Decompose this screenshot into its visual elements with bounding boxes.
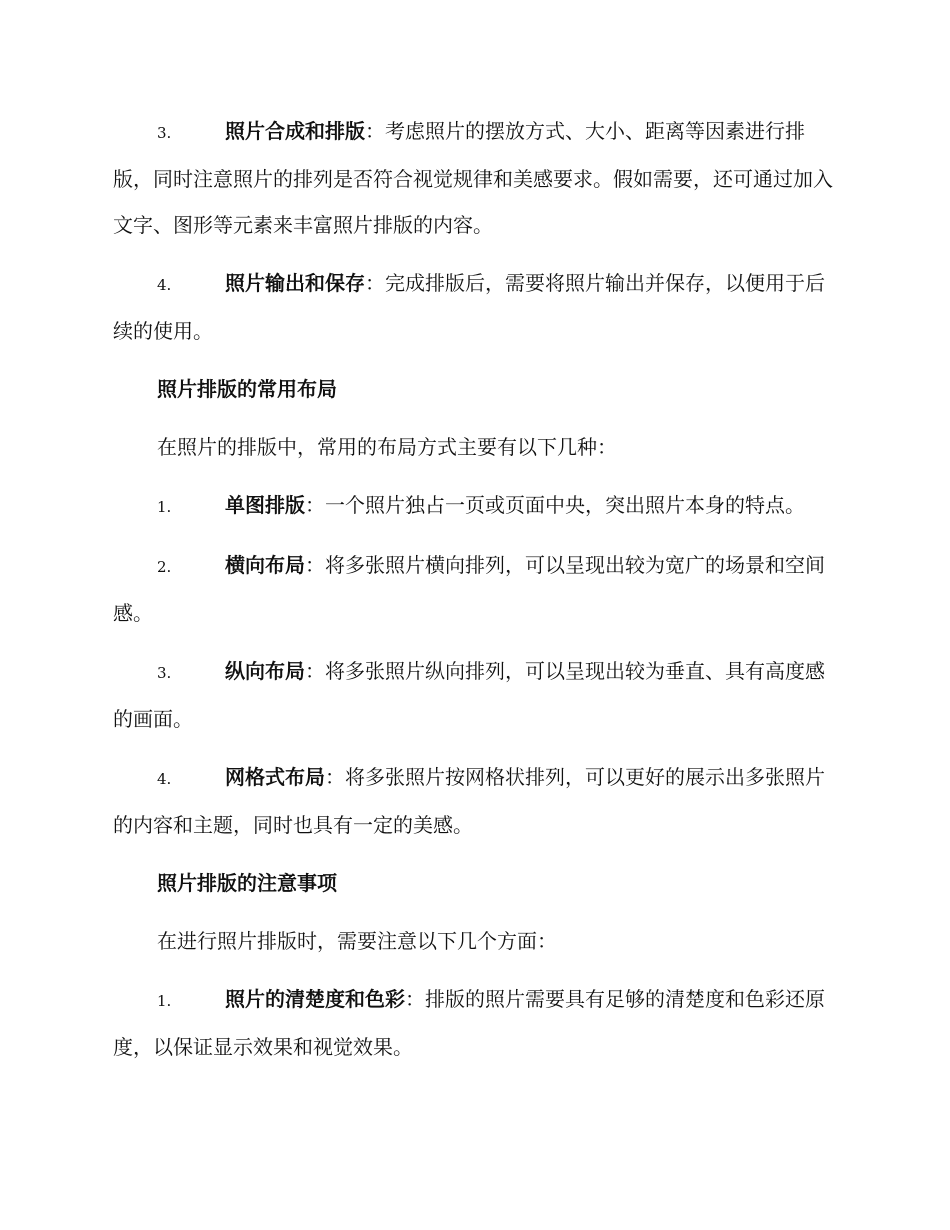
list-text: ：将多张照片纵向排列，可以呈现出较为垂直、具有高度感的画面。 — [113, 659, 825, 731]
list-item — [113, 648, 833, 742]
section-intro-layouts: 在照片的排版中，常用的布局方式主要有以下几种： — [157, 435, 617, 459]
list-text: ：完成排版后，需要将照片输出并保存，以便用于后续的使用。 — [113, 271, 825, 343]
list-number: 2. — [157, 558, 172, 576]
list-term: 照片输出和保存 — [225, 271, 365, 295]
list-item — [113, 754, 833, 848]
list-text: ：排版的照片需要具有足够的清楚度和色彩还原度，以保证显示效果和视觉效果。 — [113, 987, 825, 1059]
list-text: ：将多张照片按网格状排列，可以更好的展示出多张照片的内容和主题，同时也具有一定的美感。 — [113, 765, 825, 837]
section-intro-notes: 在进行照片排版时，需要注意以下几个方面： — [157, 929, 557, 953]
list-text: ：一个照片独占一页或页面中央，突出照片本身的特点。 — [305, 493, 805, 517]
list-number: 3. — [157, 664, 172, 682]
list-term: 纵向布局 — [225, 659, 305, 683]
document-page — [113, 108, 833, 1082]
list-term: 照片合成和排版 — [225, 119, 365, 143]
list-item — [113, 542, 833, 636]
list-item — [113, 976, 833, 1070]
list-number: 1. — [157, 498, 172, 516]
list-term: 单图排版 — [225, 493, 305, 517]
list-term: 横向布局 — [225, 553, 305, 577]
list-item — [113, 108, 833, 248]
list-text: ：将多张照片横向排列，可以呈现出较为宽广的场景和空间感。 — [113, 553, 825, 625]
section-heading-notes: 照片排版的注意事项 — [157, 871, 337, 895]
list-number: 3. — [157, 124, 172, 142]
list-item — [113, 482, 833, 530]
list-text: ：考虑照片的摆放方式、大小、距离等因素进行排版，同时注意照片的排列是否符合视觉规律和美感要求。假如需要，还可通过加入文字、图形等元素来丰富照片排版的内容。 — [113, 119, 833, 237]
list-term: 照片的清楚度和色彩 — [225, 987, 405, 1011]
list-number: 1. — [157, 992, 172, 1010]
section-heading-layouts: 照片排版的常用布局 — [157, 377, 337, 401]
list-term: 网格式布局 — [225, 765, 325, 789]
list-number: 4. — [157, 276, 172, 294]
list-item — [113, 260, 833, 354]
list-number: 4. — [157, 770, 172, 788]
